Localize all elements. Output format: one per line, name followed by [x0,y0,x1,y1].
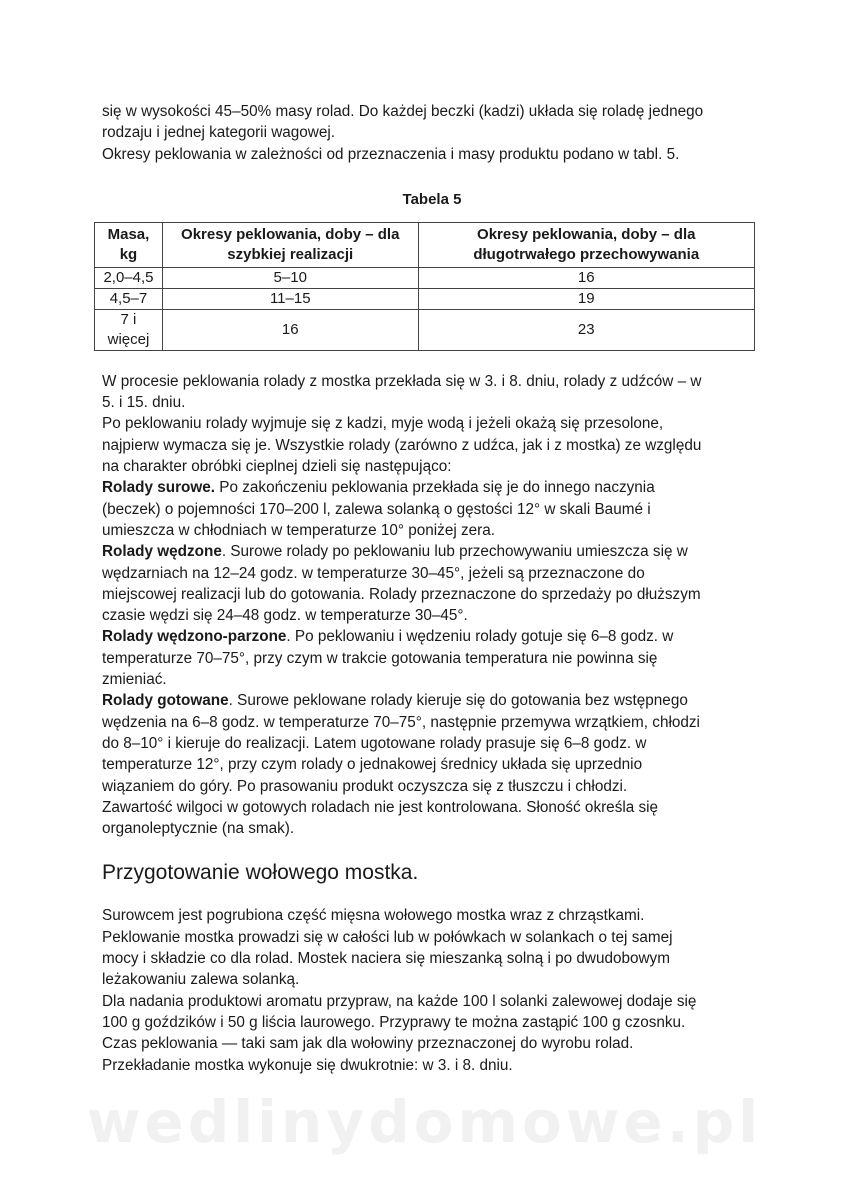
body-text [102,371,762,840]
table-row [95,309,755,350]
section-heading: Przygotowanie wołowego mostka. [102,861,419,885]
curing-periods-table [94,222,755,351]
intro-paragraph: się w wysokości 45–50% masy rolad. Do każdej beczki (kadzi) układa się roladę jednego rodzaju i jednej kategorii wagowej. Okresy peklowania w zależności od przeznaczenia i masy produktu podano w tabl. 5. [102,103,704,163]
table-cell: 23 [418,309,754,350]
table-title: Tabela 5 [402,190,462,208]
paragraph: W procesie peklowania rolady z mostka przekłada się w 3. i 8. dniu, rolady z udźców – w 5. i 15. dniu. [102,372,702,412]
paragraph-smoked-rolls: Rolady wędzone. Surowe rolady po peklowaniu lub przechowywaniu umieszcza się w wędzarniach na 12–24 godz. w temperaturze 30–45°, jeżeli są przeznaczone do miejscowej realizacji lub do gotowania. Rolady przeznaczone do sprzedaży po dłuższym czasie wędzi się 24–48 godz. w temperaturze 30–45°. [102,543,701,625]
term-heading: Rolady gotowane [102,692,229,710]
paragraph: Po peklowaniu rolady wyjmuje się z kadzi, myje wodą i jeżeli okażą się przesolone, najpierw wymacza się je. Wszystkie rolady (zarówno z udźca, jak i z mostka) ze względu na charakter obróbki cieplnej dzieli się następująco: [102,415,702,476]
term-heading: Rolady wędzono-parzone [102,628,287,646]
table-cell: 4,5–7 [95,288,163,309]
watermark: wedlinydomowe.pl [86,1088,763,1156]
header-long-storage: Okresy peklowania, doby – dla długotrwałego przechowywania [418,222,754,267]
table-cell: 2,0–4,5 [95,267,163,288]
document-page [102,101,762,1076]
paragraph: Zawartość wilgoci w gotowych roladach nie jest kontrolowana. Słoność określa się organoleptycznie (na smak). [102,798,659,838]
term-heading: Rolady wędzone [102,543,222,561]
table-row [95,267,755,288]
table-row [95,288,755,309]
paragraph-boiled-rolls: Rolady gotowane. Surowe peklowane rolady kieruje się do gotowania bez wstępnego wędzenia na 6–8 godz. w temperaturze 70–75°, następnie przemywa wrzątkiem, chłodzi do 8–10° i kieruje do realizacji. Latem ugotowane rolady prasuje się 6–8 godz. w temperaturze 12°, przy czym rolady o jednakowej średnicy układa się uprzednio wiązaniem do góry. Po prasowaniu produkt oczyszcza się z tłuszczu i chłodzi. [102,692,700,795]
paragraph: Surowcem jest pogrubiona część mięsna wołowego mostka wraz z chrząstkami. Peklowanie mostka prowadzi się w całości lub w połówkach w solankach o tej samej mocy i składzie co dla rolad. Mostek naciera się mieszanką solną i po dwudobowym leżakowaniu zalewa solanką. [102,907,673,989]
table-cell: 5–10 [162,267,418,288]
table-header-row [95,222,755,267]
paragraph-raw-rolls: Rolady surowe. Po zakończeniu peklowania przekłada się je do innego naczynia (beczek) o pojemności 170–200 l, zalewa solanką o gęstości 12° w skali Baumé i umieszcza w chłodniach w temperaturze 10° poniżej zera. [102,479,655,539]
table-cell: 19 [418,288,754,309]
table-cell: 16 [162,309,418,350]
paragraph-smoked-boiled-rolls: Rolady wędzono-parzone. Po peklowaniu i wędzeniu rolady gotuje się 6–8 godz. w temperaturze 70–75°, przy czym w trakcie gotowania temperatura nie powinna się zmieniać. [102,628,674,689]
term-heading: Rolady surowe. [102,479,216,497]
table-cell: 11–15 [162,288,418,309]
table-cell: 16 [418,267,754,288]
paragraph: Dla nadania produktowi aromatu przypraw, na każde 100 l solanki zalewowej dodaje się 100 g goździków i 50 g liścia laurowego. Przyprawy te można zastąpić 100 g czosnku. [102,992,697,1031]
section-text [102,905,762,1075]
table-cell: 7 i więcej [95,309,163,350]
paragraph: Przekładanie mostka wykonuje się dwukrotnie: w 3. i 8. dniu. [102,1056,513,1074]
header-mass: Masa, kg [95,222,163,267]
header-quick-sale: Okresy peklowania, doby – dla szybkiej realizacji [162,222,418,267]
paragraph: Czas peklowania — taki sam jak dla wołowiny przeznaczonej do wyrobu rolad. [102,1035,634,1053]
